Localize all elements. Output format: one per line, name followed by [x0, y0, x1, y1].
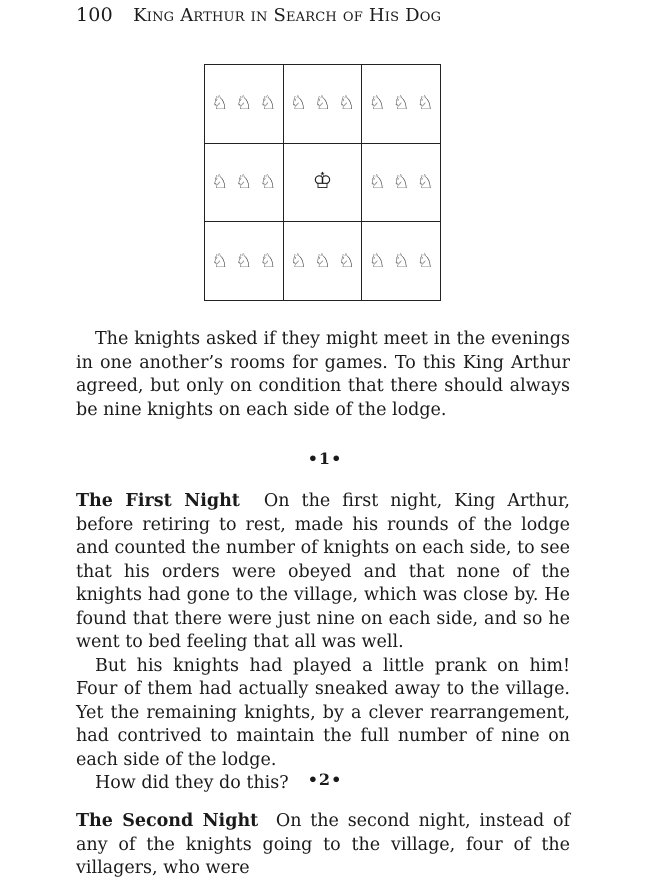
knight-icon: ♘ — [211, 170, 229, 193]
lodge-room-e — [362, 144, 441, 223]
section-1-paragraph-3: How did they do this? — [95, 773, 289, 793]
section-1 — [76, 490, 570, 796]
knight-icon: ♘ — [235, 170, 253, 193]
knight-icon: ♘ — [235, 92, 253, 115]
knight-icon: ♘ — [289, 92, 307, 115]
book-title: King Arthur in Search of His Dog — [133, 5, 442, 26]
section-2-paragraph-1 — [76, 810, 570, 881]
lodge-room-n — [284, 65, 363, 144]
intro-block — [76, 328, 570, 422]
lodge-room-s — [284, 222, 363, 301]
section-1-paragraph-2: But his knights had played a little prank on him! Four of them had actually sneaked away to the village. Yet the remaining knights, by a clever rearrangement, had contrived to maintain the full number of nine on each side of the lodge. — [76, 655, 570, 770]
lodge-room-ne — [362, 65, 441, 144]
lodge-room-w — [205, 144, 284, 223]
lodge-room-sw — [205, 222, 284, 301]
knight-icon: ♘ — [259, 92, 277, 115]
lodge-room-se — [362, 222, 441, 301]
knight-icon: ♘ — [338, 92, 356, 115]
page-number: 100 — [76, 4, 113, 26]
section-1-text-1: On the first night, King Arthur, before retiring to rest, made his rounds of the lodge and counted the number of knights on each side, to see that his orders were obeyed and that none of the knights had gone to the village, which was close by. He found that there were just nine on each side, and so he went to bed feeling that all was well. — [76, 491, 570, 652]
section-marker-2: •2• — [307, 770, 343, 789]
section-1-heading: The First Night — [76, 491, 240, 511]
section-2 — [76, 810, 570, 881]
knight-icon: ♘ — [368, 170, 386, 193]
knight-icon: ♘ — [338, 249, 356, 272]
knight-icon: ♘ — [416, 249, 434, 272]
section-2-text-1: On the second night, instead of any of the knights going to the village, four of the villagers, who were — [76, 811, 571, 878]
knight-icon: ♘ — [368, 249, 386, 272]
knight-icon: ♘ — [259, 249, 277, 272]
intro-paragraph: The knights asked if they might meet in the evenings in one another’s rooms for games. To this King Arthur agreed, but only on condition that there should always be nine knights on each side of the lodge. — [76, 329, 570, 420]
knight-icon: ♘ — [368, 92, 386, 115]
knight-icon: ♘ — [289, 249, 307, 272]
knight-icon: ♘ — [416, 92, 434, 115]
section-1-paragraph-1 — [76, 490, 570, 655]
knight-icon: ♘ — [313, 92, 332, 115]
knight-icon: ♘ — [211, 249, 229, 272]
knight-icon: ♘ — [392, 249, 410, 272]
lodge-room-nw — [205, 65, 284, 144]
section-2-heading: The Second Night — [76, 811, 259, 831]
knight-icon: ♘ — [211, 92, 229, 115]
section-marker-1: •1• — [307, 449, 343, 468]
knight-icon: ♘ — [392, 92, 410, 115]
knight-icon: ♘ — [259, 170, 277, 193]
knight-icon: ♘ — [392, 170, 410, 193]
knight-icon: ♘ — [416, 170, 434, 193]
king-icon: ♔ — [312, 169, 333, 195]
lodge-room-center — [284, 144, 363, 223]
knight-icon: ♘ — [313, 249, 332, 272]
lodge-diagram — [204, 64, 441, 301]
running-head — [76, 4, 441, 26]
knight-icon: ♘ — [235, 249, 253, 272]
